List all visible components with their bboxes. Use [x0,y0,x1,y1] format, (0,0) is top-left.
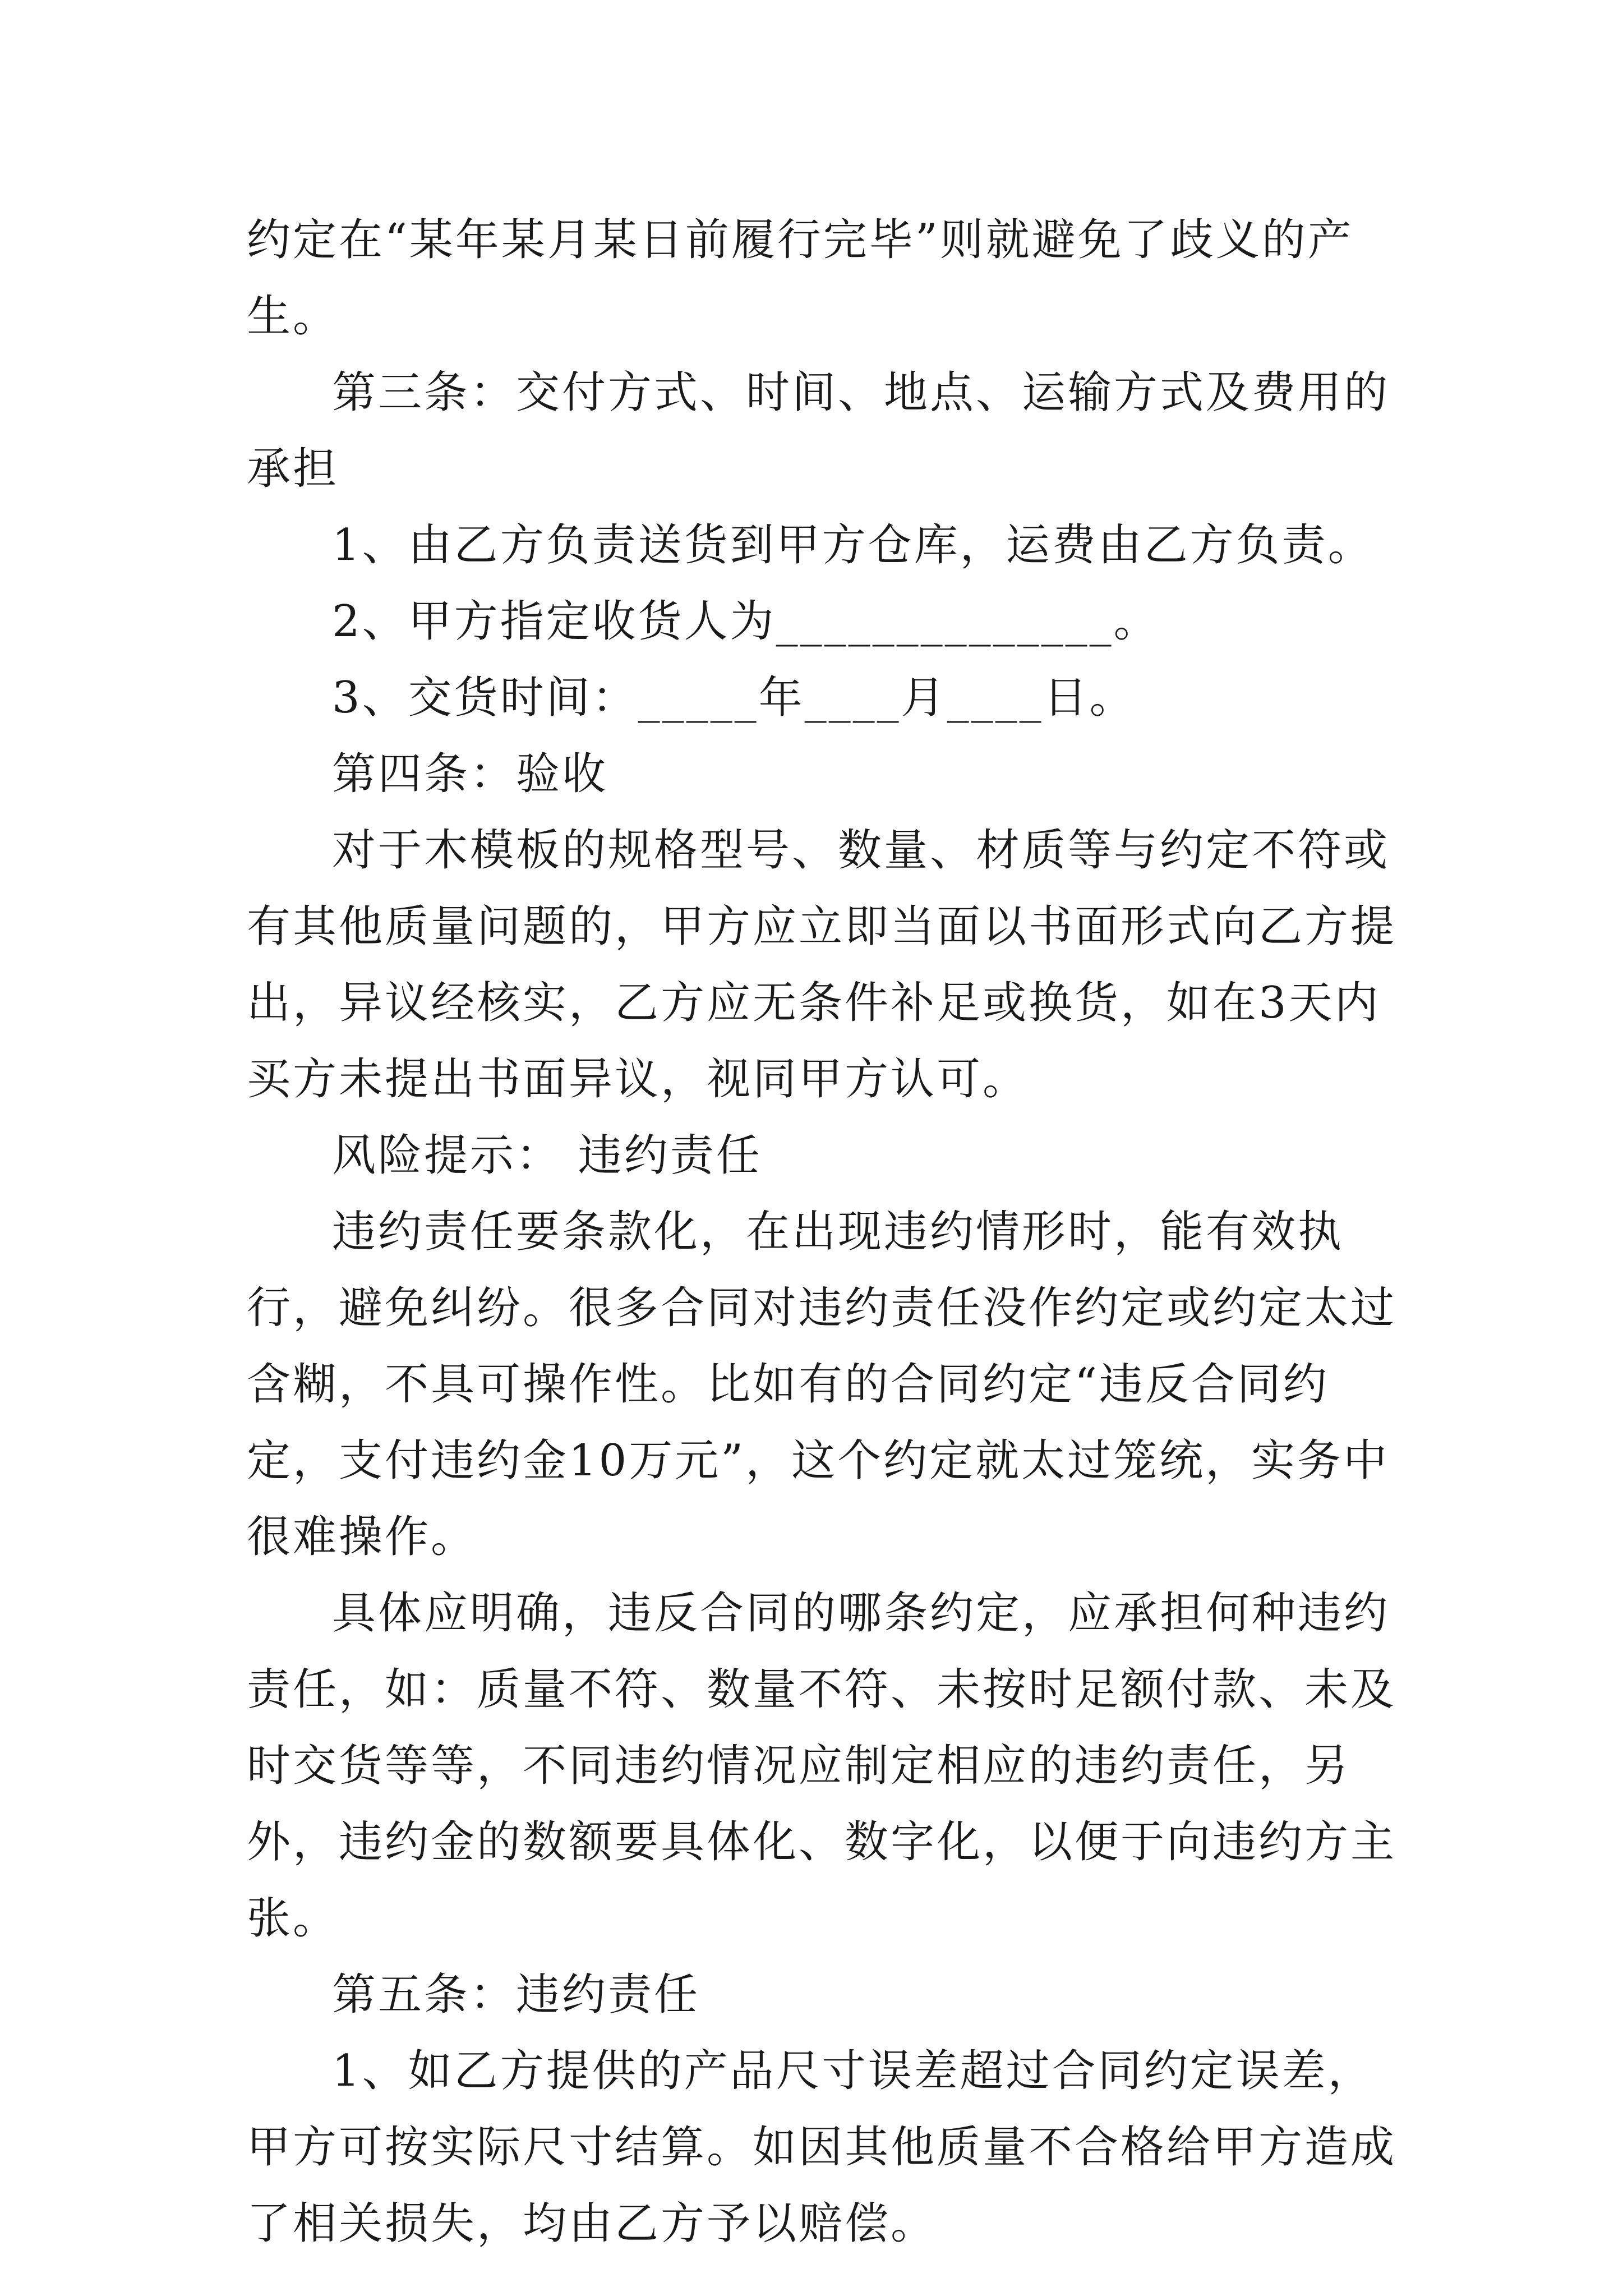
article-3-item-2: 2、甲方指定收货人为______________。 [332,596,1160,647]
paragraph-continuation: 约定在“某年某月某日前履行完毕”则就避免了歧义的产生。 [247,215,1354,342]
article-3-item-3: 3、交货时间：_____年____月____日。 [332,673,1136,723]
article-5-item-1: 1、如乙方提供的产品尺寸误差超过合同约定误差，甲方可按实际尺寸结算。如因其他质量不合格给甲方造成了相关损失，均由乙方予以赔偿。 [247,2046,1397,2249]
risk-notice-body-1: 违约责任要条款化，在出现违约情形时，能有效执行，避免纠纷。很多合同对违约责任没作约定或约定太过含糊，不具可操作性。比如有的合同约定“违反合同约定，支付违约金10万元”，这个约定就太过笼统，实务中很难操作。 [247,1207,1397,1562]
article-4-body: 对于木模板的规格型号、数量、材质等与约定不符或有其他质量问题的，甲方应立即当面以书面形式向乙方提出，异议经核实，乙方应无条件补足或换货，如在3天内买方未提出书面异议，视同甲方认可。 [247,825,1397,1105]
article-4-heading: 第四条：验收 [332,749,608,799]
article-3-heading: 第三条：交付方式、时间、地点、运输方式及费用的承担 [247,367,1390,494]
risk-notice-body-2: 具体应明确，违反合同的哪条约定，应承担何种违约责任，如：质量不符、数量不符、未按时足额付款、未及时交货等等，不同违约情况应制定相应的违约责任，另外，违约金的数额要具体化、数字化，以便于向违约方主张。 [247,1588,1397,1944]
article-5-heading: 第五条：违约责任 [332,1970,700,2020]
document-body [247,202,1402,2262]
article-3-item-1: 1、由乙方负责送货到甲方仓库，运费由乙方负责。 [332,520,1374,570]
risk-notice-heading: 风险提示： 违约责任 [332,1130,762,1181]
